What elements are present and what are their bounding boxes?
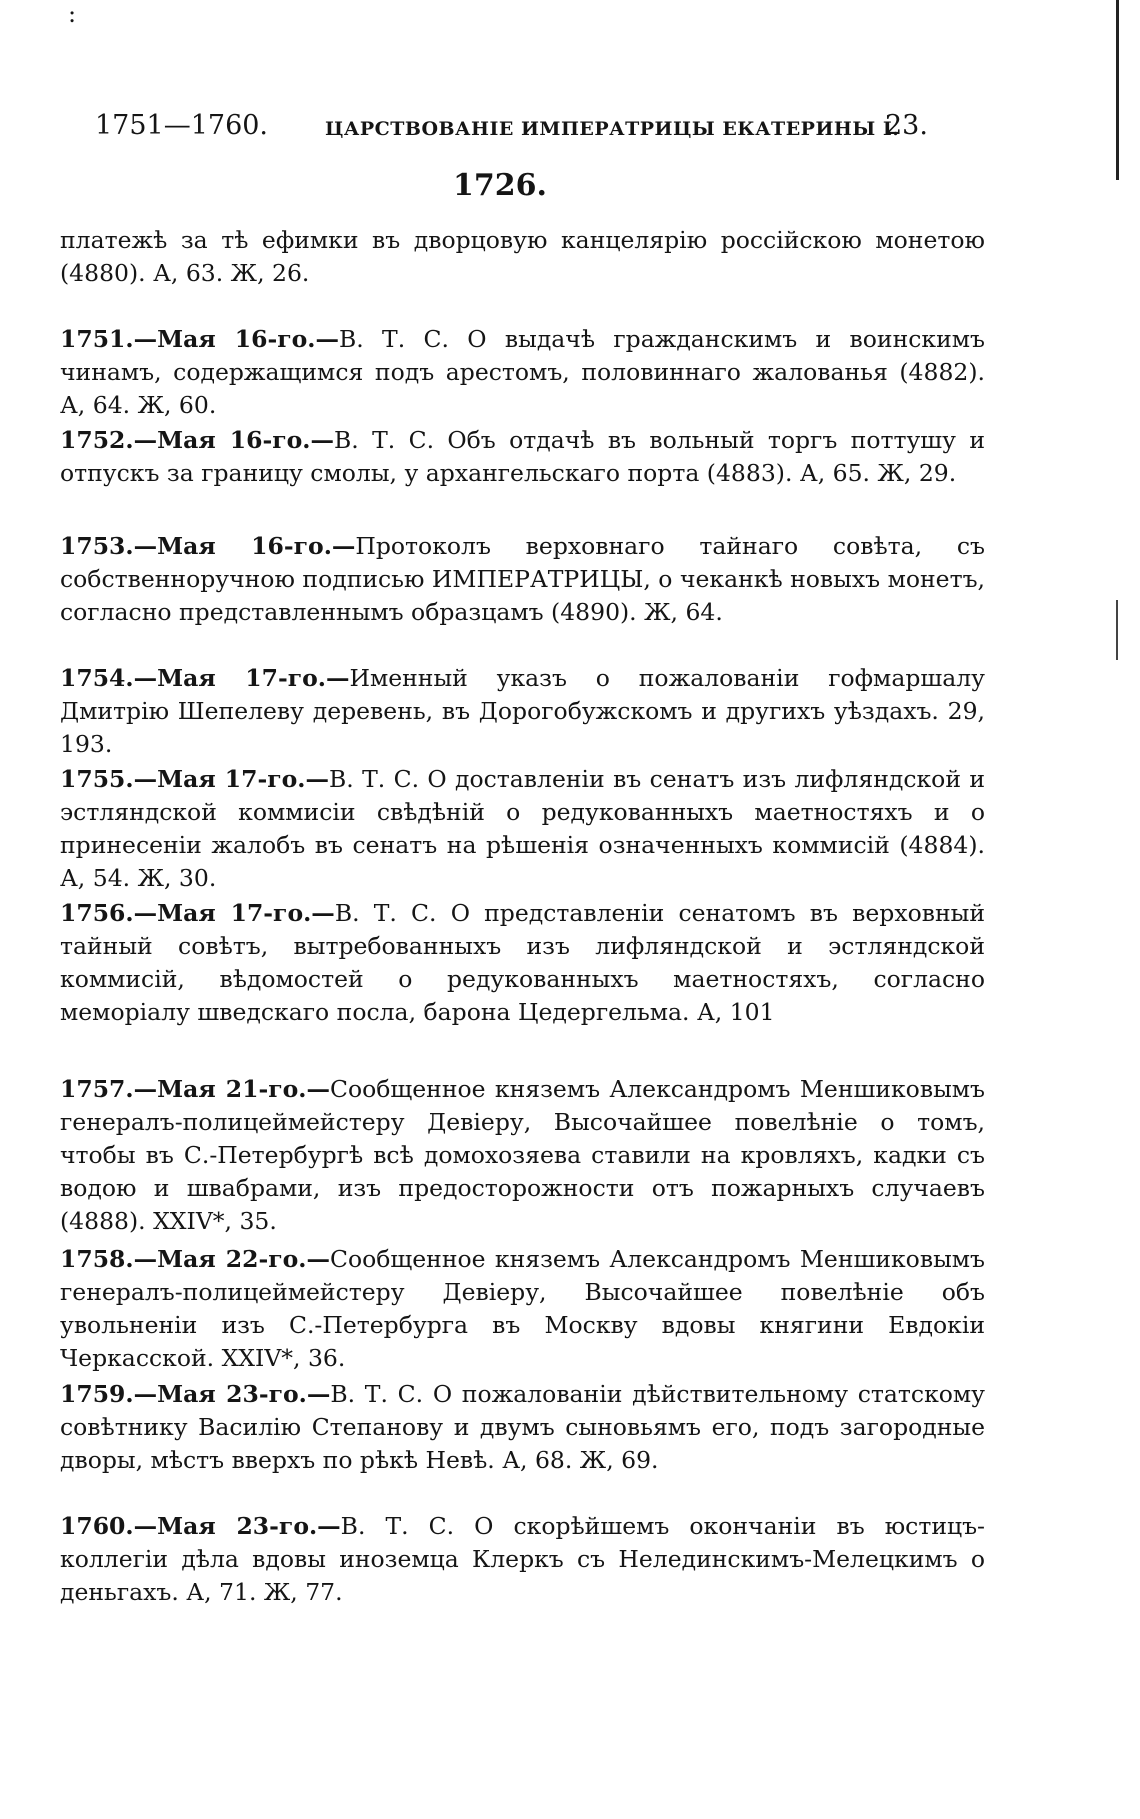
entry-date: —Мая 17-го.—	[133, 899, 335, 927]
entry-paragraph	[60, 323, 985, 422]
entry-number: 1753.	[60, 532, 134, 560]
header-years: 1751—1760.	[95, 110, 269, 141]
page-header	[95, 110, 928, 150]
entry-text: В. Т. С. О доставленіи въ сенатъ изъ лифляндской и эстляндской коммисіи свѣдѣній о редукованныхъ маетностяхъ и о принесеніи жалобъ въ сенатъ на рѣшенія означенныхъ коммисій (4884). А, 54. Ж, 30.	[60, 765, 986, 892]
entry-number: 1751.	[60, 325, 134, 353]
entry-paragraph	[60, 1073, 985, 1238]
corner-mark: :	[68, 0, 77, 28]
entry-date: —Мая 16-го.—	[133, 532, 356, 560]
page-edge-line	[1116, 0, 1119, 180]
page-edge-line	[1116, 600, 1118, 660]
entry-date: —Мая 22-го.—	[133, 1245, 330, 1273]
entry-text: Протоколъ верховнаго тайнаго совѣта, съ собственноручною подписью ИМПЕРАТРИЦЫ, о чеканкѣ новыхъ монетъ, согласно представленнымъ образцамъ (4890). Ж, 64.	[60, 532, 985, 626]
entry-number: 1756.	[60, 899, 134, 927]
entry-number: 1760.	[60, 1512, 134, 1540]
entry-date: —Мая 17-го.—	[133, 664, 350, 692]
entry-paragraph	[60, 763, 985, 895]
paragraph-text: платежѣ за тѣ ефимки въ дворцовую канцелярію россійскою монетою (4880). А, 63. Ж, 26.	[60, 226, 985, 287]
entry-text: В. Т. С. О пожалованіи дѣйствительному статскому совѣтнику Василію Степанову и двумъ сыновьямъ его, подъ загородные дворы, мѣстъ вверхъ по рѣкѣ Невѣ. А, 68. Ж, 69.	[60, 1380, 986, 1474]
running-title: ЦАРСТВОВАНІЕ ИМПЕРАТРИЦЫ ЕКАТЕРИНЫ I.	[325, 118, 900, 140]
entry-paragraph	[60, 662, 985, 761]
entry-text: В. Т. С. О представленіи сенатомъ въ верховный тайный совѣтъ, вытребованныхъ изъ лифляндской и эстляндской коммисій, вѣдомостей о редукованныхъ маетностяхъ, согласно меморіалу шведскаго посла, барона Цедергельма. А, 101	[60, 899, 985, 1026]
entry-paragraph	[60, 897, 985, 1029]
entry-text: Сообщенное княземъ Александромъ Меншиковымъ генералъ-полицеймейстеру Девіеру, Высочайшее повелѣніе объ увольненіи изъ С.-Петербурга въ Москву вдовы княгини Евдокіи Черкасской. XXIV*, 36.	[60, 1245, 985, 1372]
entry-paragraph	[60, 530, 985, 629]
entry-date: —Мая 23-го.—	[133, 1512, 341, 1540]
entry-date: —Мая 21-го.—	[133, 1075, 330, 1103]
entry-text: В. Т. С. О скорѣйшемъ окончаніи въ юстицъ-коллегіи дѣла вдовы иноземца Клеркъ съ Нелединскимъ-Мелецкимъ о деньгахъ. А, 71. Ж, 77.	[60, 1512, 985, 1606]
entry-paragraph	[60, 424, 985, 490]
entry-text: Именный указъ о пожалованіи гофмаршалу Дмитрію Шепелеву деревень, въ Дорогобужскомъ и другихъ уѣздахъ. 29, 193.	[60, 664, 985, 758]
entry-paragraph	[60, 1378, 985, 1477]
entry-number: 1755.	[60, 765, 134, 793]
entry-text: В. Т. С. Объ отдачѣ въ вольный торгъ поттушу и отпускъ за границу смолы, у архангельскаго порта (4883). А, 65. Ж, 29.	[60, 426, 985, 487]
entry-date: —Мая 23-го.—	[133, 1380, 331, 1408]
entry-number: 1758.	[60, 1245, 134, 1273]
entry-number: 1759.	[60, 1380, 134, 1408]
entry-number: 1752.	[60, 426, 134, 454]
page-number: 23.	[885, 110, 928, 141]
continuation-paragraph	[60, 224, 985, 290]
entry-paragraph	[60, 1510, 985, 1609]
continued-entry-number: 1726.	[453, 168, 547, 203]
entry-date: —Мая 16-го.—	[133, 426, 334, 454]
entry-text: Сообщенное княземъ Александромъ Меншиковымъ генералъ-полицеймейстеру Девіеру, Высочайшее повелѣніе о томъ, чтобы въ С.-Петербургѣ всѣ домохозяева ставили на кровляхъ, кадки съ водою и швабрами, изъ предосторожности отъ пожарныхъ случаевъ (4888). XXIV*, 35.	[60, 1075, 985, 1235]
entry-date: —Мая 17-го.—	[133, 765, 329, 793]
entry-paragraph	[60, 1243, 985, 1375]
entry-number: 1757.	[60, 1075, 134, 1103]
entry-text: В. Т. С. О выдачѣ гражданскимъ и воинскимъ чинамъ, содержащимся подъ арестомъ, половиннаго жалованья (4882). А, 64. Ж, 60.	[60, 325, 985, 419]
entry-number: 1754.	[60, 664, 134, 692]
entry-date: —Мая 16-го.—	[133, 325, 339, 353]
